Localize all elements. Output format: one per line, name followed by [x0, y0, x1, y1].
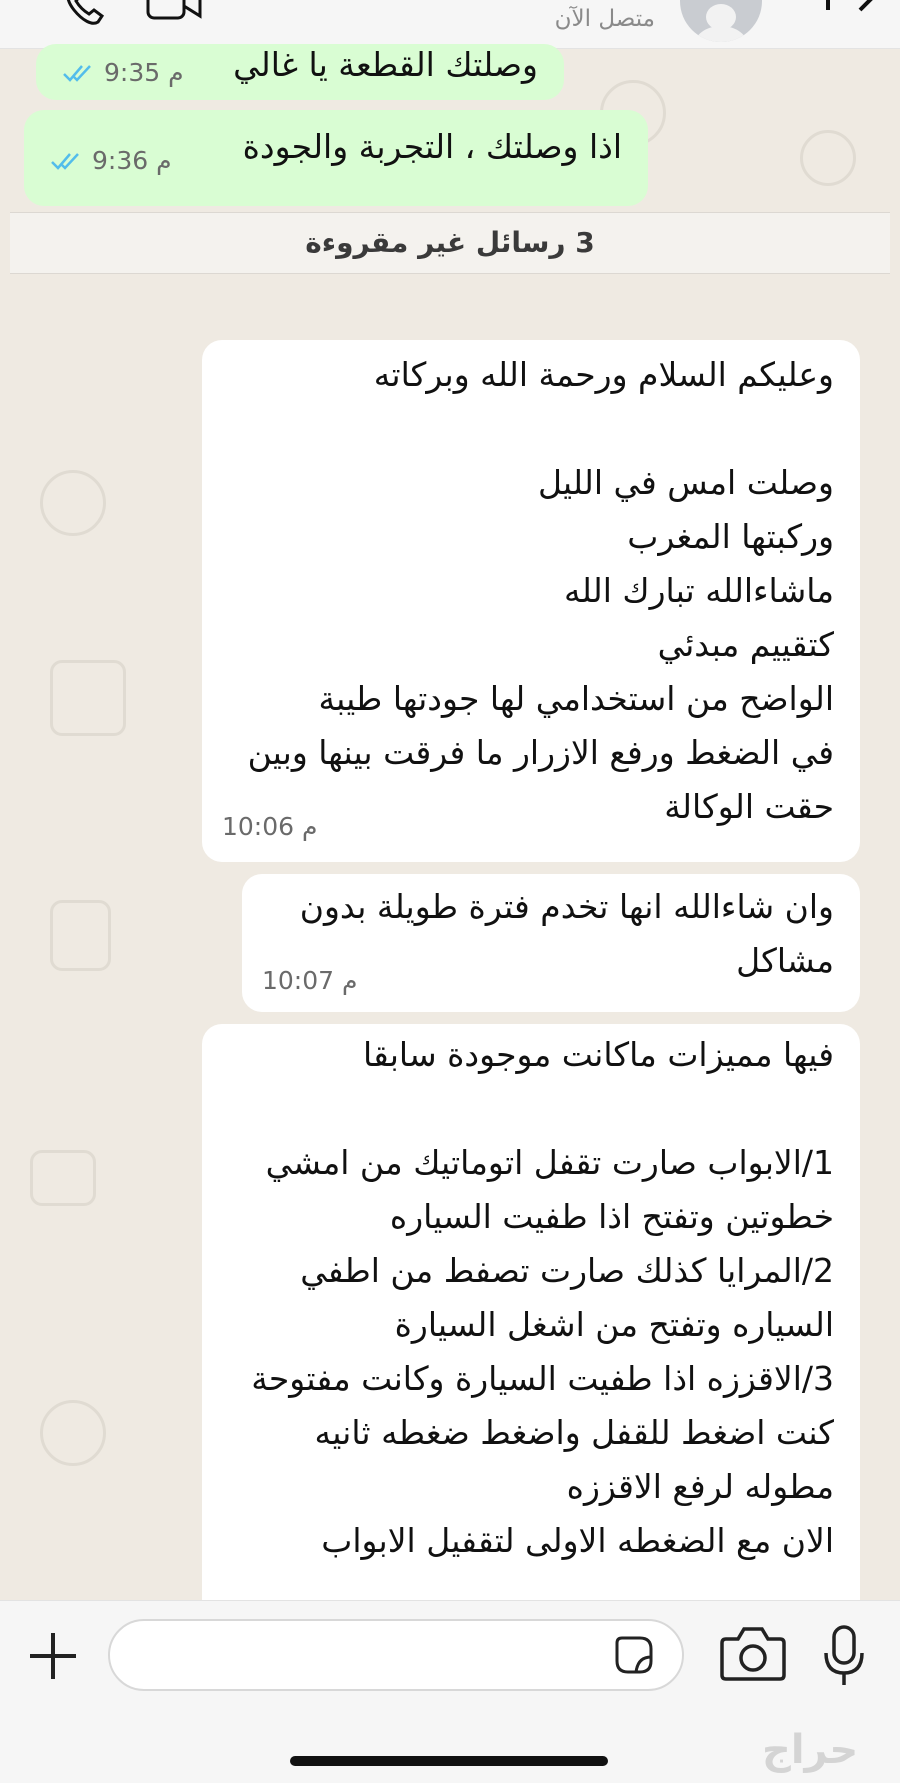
message-bubble-incoming[interactable]	[202, 340, 860, 862]
unread-messages-divider: 3 رسائل غير مقروءة	[10, 212, 890, 274]
doodle	[50, 900, 111, 971]
read-ticks-icon	[62, 63, 94, 83]
doodle	[50, 660, 126, 736]
message-meta	[262, 966, 357, 995]
haraj-watermark: حراج	[762, 1727, 859, 1773]
contact-status: متصل الآن	[554, 6, 655, 32]
message-meta	[62, 58, 184, 87]
mic-icon[interactable]	[822, 1625, 866, 1687]
message-time: 9:36 م	[92, 146, 172, 175]
message-text: وعليكم السلام ورحمة الله وبركاته وصلت امس في الليل وركبتها المغرب ماشاءالله تبارك الله كتقييم مبدئي الواضح من استخدامي لها جودتها طيبة في الضغط ورفع الازرار ما فرقت بينها وبين حقت الوكالة	[247, 355, 834, 826]
message-text: فيها مميزات ماكانت موجودة سابقا 1/الابواب صارت تقفل اتوماتيك من امشي خطوتين وتفتح اذا طفيت السياره 2/المرايا كذلك صارت تصفط من اطفي السياره وتفتح من اشغل السيارة 3/الاقززه اذا طفيت السيارة وكانت مفتوحة كنت اضغط للقفل واضغط ضغطه ثانيه مطوله لرفع الاقززه الان مع الضغطه الاولى لتقفيل الابواب	[251, 1035, 834, 1560]
avatar[interactable]	[680, 0, 762, 42]
message-text: اذا وصلتك ، التجربة والجودة	[242, 127, 622, 166]
plus-icon[interactable]	[28, 1631, 78, 1681]
avatar-body-shape	[694, 26, 748, 42]
camera-icon[interactable]	[720, 1623, 786, 1685]
doodle	[40, 1400, 106, 1466]
message-bubble-incoming[interactable]	[202, 1024, 860, 1624]
back-icon[interactable]	[820, 0, 880, 24]
phone-icon[interactable]	[60, 0, 108, 30]
message-meta	[222, 812, 317, 841]
message-text: وصلتك القطعة يا غالي	[233, 45, 538, 84]
message-input[interactable]	[108, 1619, 684, 1691]
video-icon[interactable]	[146, 0, 202, 22]
message-input-bar	[0, 1600, 900, 1783]
read-ticks-icon	[50, 151, 82, 171]
message-bubble-outgoing[interactable]	[24, 110, 648, 206]
message-bubble-outgoing[interactable]	[36, 44, 564, 100]
home-indicator[interactable]	[290, 1756, 608, 1766]
message-bubble-incoming[interactable]	[242, 874, 860, 1012]
doodle	[40, 470, 106, 536]
sticker-icon[interactable]	[614, 1635, 654, 1675]
message-meta	[50, 146, 172, 175]
message-time: 10:06 م	[222, 812, 318, 841]
doodle	[800, 130, 856, 186]
doodle	[30, 1150, 96, 1206]
message-time: 9:35 م	[104, 58, 184, 87]
message-time: 10:07 م	[262, 966, 358, 995]
message-text: وان شاءالله انها تخدم فترة طويلة بدون مشاكل	[299, 887, 834, 980]
